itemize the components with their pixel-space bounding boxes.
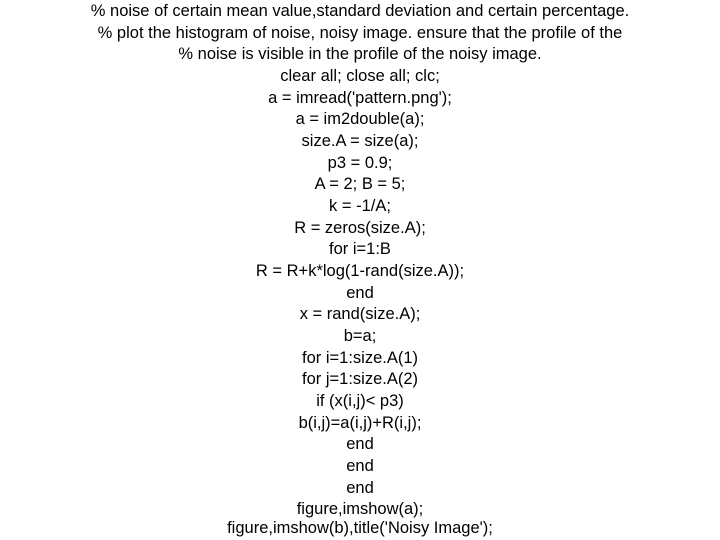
code-line-8: p3 = 0.9; — [327, 154, 393, 172]
code-line-10: k = -1/A; — [329, 197, 391, 215]
code-line-19: if (x(i,j)< p3) — [316, 392, 404, 410]
code-line-11: R = zeros(size.A); — [294, 219, 426, 237]
code-line-24: figure,imshow(a); — [296, 500, 424, 518]
code-line-18: for j=1:size.A(2) — [302, 370, 418, 388]
code-line-5: a = imread('pattern.png'); — [268, 89, 452, 107]
code-line-6: a = im2double(a); — [295, 110, 425, 128]
code-line-15: x = rand(size.A); — [299, 305, 421, 323]
code-line-20: b(i,j)=a(i,j)+R(i,j); — [298, 414, 422, 432]
code-line-2: % plot the histogram of noise, noisy image. ensure that the profile of the — [97, 24, 623, 42]
code-line-4: clear all; close all; clc; — [280, 67, 440, 85]
code-line-13: R = R+k*log(1-rand(size.A)); — [255, 262, 465, 280]
code-line-9: A = 2; B = 5; — [314, 175, 406, 193]
code-line-14: end — [346, 284, 374, 302]
code-line-7: size.A = size(a); — [301, 132, 419, 150]
code-line-22: end — [346, 457, 374, 475]
code-line-12: for i=1:B — [329, 240, 391, 258]
code-line-17: for i=1:size.A(1) — [302, 349, 418, 367]
code-line-1: % noise of certain mean value,standard deviation and certain percentage. — [90, 2, 630, 20]
code-line-25: figure,imshow(b),title('Noisy Image'); — [227, 519, 493, 537]
code-line-21: end — [346, 435, 374, 453]
code-line-23: end — [346, 479, 374, 497]
code-line-16: b=a; — [343, 327, 377, 345]
code-line-3: % noise is visible in the profile of the noisy image. — [178, 45, 542, 63]
